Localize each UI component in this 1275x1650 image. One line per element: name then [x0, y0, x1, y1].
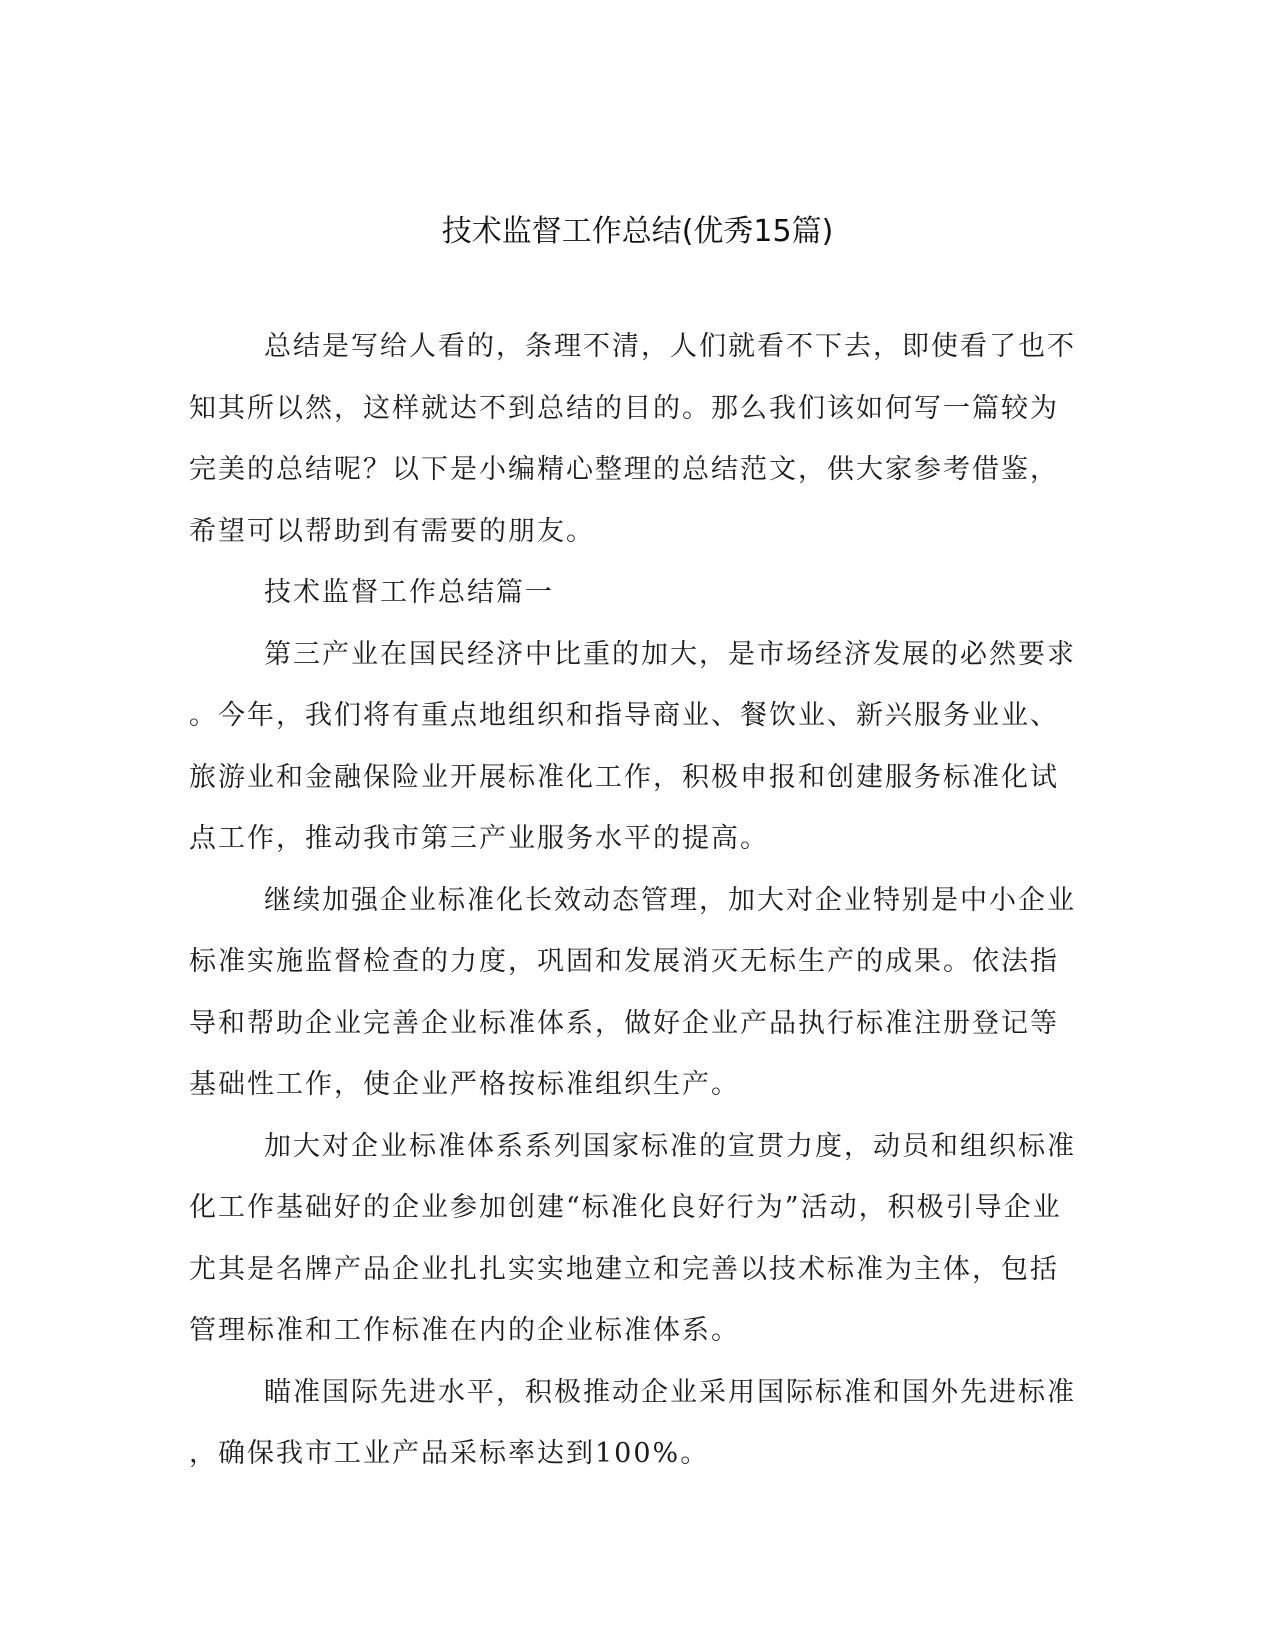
text-line: 基础性工作，使企业严格按标准组织生产。	[189, 1069, 740, 1100]
text-line: 完美的总结呢？以下是小编精心整理的总结范文，供大家参考借鉴，	[189, 454, 1059, 485]
section-heading: 技术监督工作总结篇一	[264, 577, 554, 608]
text-line: 继续加强企业标准化长效动态管理，加大对企业特别是中小企业	[264, 884, 1076, 916]
text-line: ，确保我市工业产品采标率达到100%。	[189, 1438, 710, 1469]
text-line: 希望可以帮助到有需要的朋友。	[189, 515, 595, 547]
text-line: 点工作，推动我市第三产业服务水平的提高。	[189, 823, 769, 854]
document-body	[189, 327, 1079, 1496]
document-title: 技术监督工作总结(优秀15篇)	[441, 214, 834, 249]
text-line: 知其所以然，这样就达不到总结的目的。那么我们该如何写一篇较为	[189, 392, 1059, 424]
text-line: 加大对企业标准体系系列国家标准的宣贯力度，动员和组织标准	[264, 1130, 1076, 1162]
text-line: 第三产业在国民经济中比重的加大，是市场经济发展的必然要求	[264, 638, 1076, 670]
text-line: 瞄准国际先进水平，积极推动企业采用国际标准和国外先进标准	[264, 1376, 1076, 1408]
text-line: 标准实施监督检查的力度，巩固和发展消灭无标生产的成果。依法指	[189, 946, 1059, 977]
text-line: 。今年，我们将有重点地组织和指导商业、餐饮业、新兴服务业业、	[189, 700, 1059, 731]
text-line: 旅游业和金融保险业开展标准化工作，积极申报和创建服务标准化试	[189, 761, 1059, 793]
text-line: 导和帮助企业完善企业标准体系，做好企业产品执行标准注册登记等	[189, 1007, 1059, 1039]
text-line: 化工作基础好的企业参加创建“标准化良好行为”活动，积极引导企业	[189, 1192, 1062, 1223]
text-line: 管理标准和工作标准在内的企业标准体系。	[189, 1315, 740, 1346]
text-line: 尤其是名牌产品企业扎扎实实地建立和完善以技术标准为主体，包括	[189, 1253, 1059, 1285]
text-line: 总结是写给人看的，条理不清，人们就看不下去，即使看了也不	[264, 331, 1076, 362]
